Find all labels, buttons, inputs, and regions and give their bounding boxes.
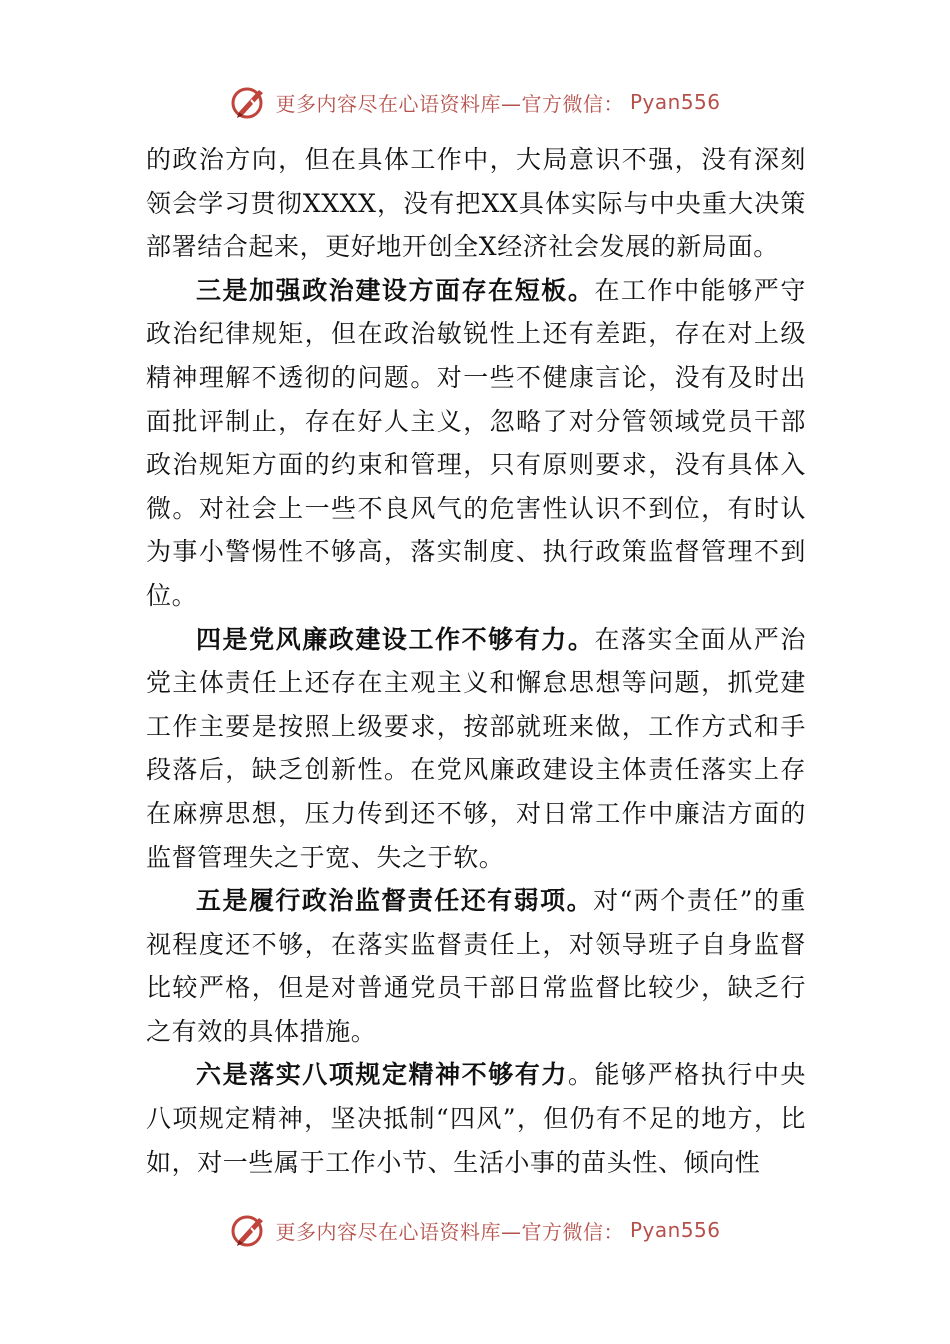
header-banner [0,80,950,124]
pen-logo-icon [229,1210,269,1250]
paragraph-text: 。能够严格执行中央八项规定精神，坚决抵制“四风”，但仍有不足的地方，比如，对一些属于工作小节、生活小事的苗头性、倾向性 [146,1060,806,1177]
paragraph-three [146,269,806,618]
footer-banner [0,1208,950,1252]
paragraph-continuation [146,138,806,269]
paragraph-lead: 三是加强政治建设方面存在短板。 [196,275,595,305]
paragraph-text: 的政治方向，但在具体工作中，大局意识不强，没有深刻领会学习贯彻XXXX，没有把XX具体实际与中央重大决策部署结合起来，更好地开创全X经济社会发展的新局面。 [146,145,806,262]
wechat-id: Pyan556 [629,1218,721,1242]
paragraph-lead: 五是履行政治监督责任还有弱项。 [196,886,594,916]
document-body [146,138,806,1184]
paragraph-lead: 四是党风廉政建设工作不够有力。 [196,624,595,654]
banner-text: 更多内容尽在心语资料库—官方微信： [275,91,624,116]
paragraph-text: 在工作中能够严守政治纪律规矩，但在政治敏锐性上还有差距，存在对上级精神理解不透彻的问题。对一些不健康言论，没有及时出面批评制止，存在好人主义，忽略了对分管领域党员干部政治规矩方面的约束和管理，只有原则要求，没有具体入微。对社会上一些不良风气的危害性认识不到位，有时认为事小警惕性不够高，落实制度、执行政策监督管理不到位。 [146,275,806,610]
paragraph-five [146,879,806,1053]
paragraph-six [146,1053,806,1184]
wechat-id: Pyan556 [629,90,721,114]
paragraph-lead: 六是落实八项规定精神不够有力 [196,1060,568,1090]
paragraph-text: 在落实全面从严治党主体责任上还存在主观主义和懈怠思想等问题，抓党建工作主要是按照上级要求，按部就班来做，工作方式和手段落后，缺乏创新性。在党风廉政建设主体责任落实上存在麻痹思想，压力传到还不够，对日常工作中廉洁方面的监督管理失之于宽、失之于软。 [146,624,806,872]
paragraph-text: 对“两个责任”的重视程度还不够，在落实监督责任上，对领导班子自身监督比较严格，但是对普通党员干部日常监督比较少，缺乏行之有效的具体措施。 [146,886,806,1046]
banner-text: 更多内容尽在心语资料库—官方微信： [275,1219,624,1244]
paragraph-four [146,618,806,880]
pen-logo-icon [229,82,269,122]
